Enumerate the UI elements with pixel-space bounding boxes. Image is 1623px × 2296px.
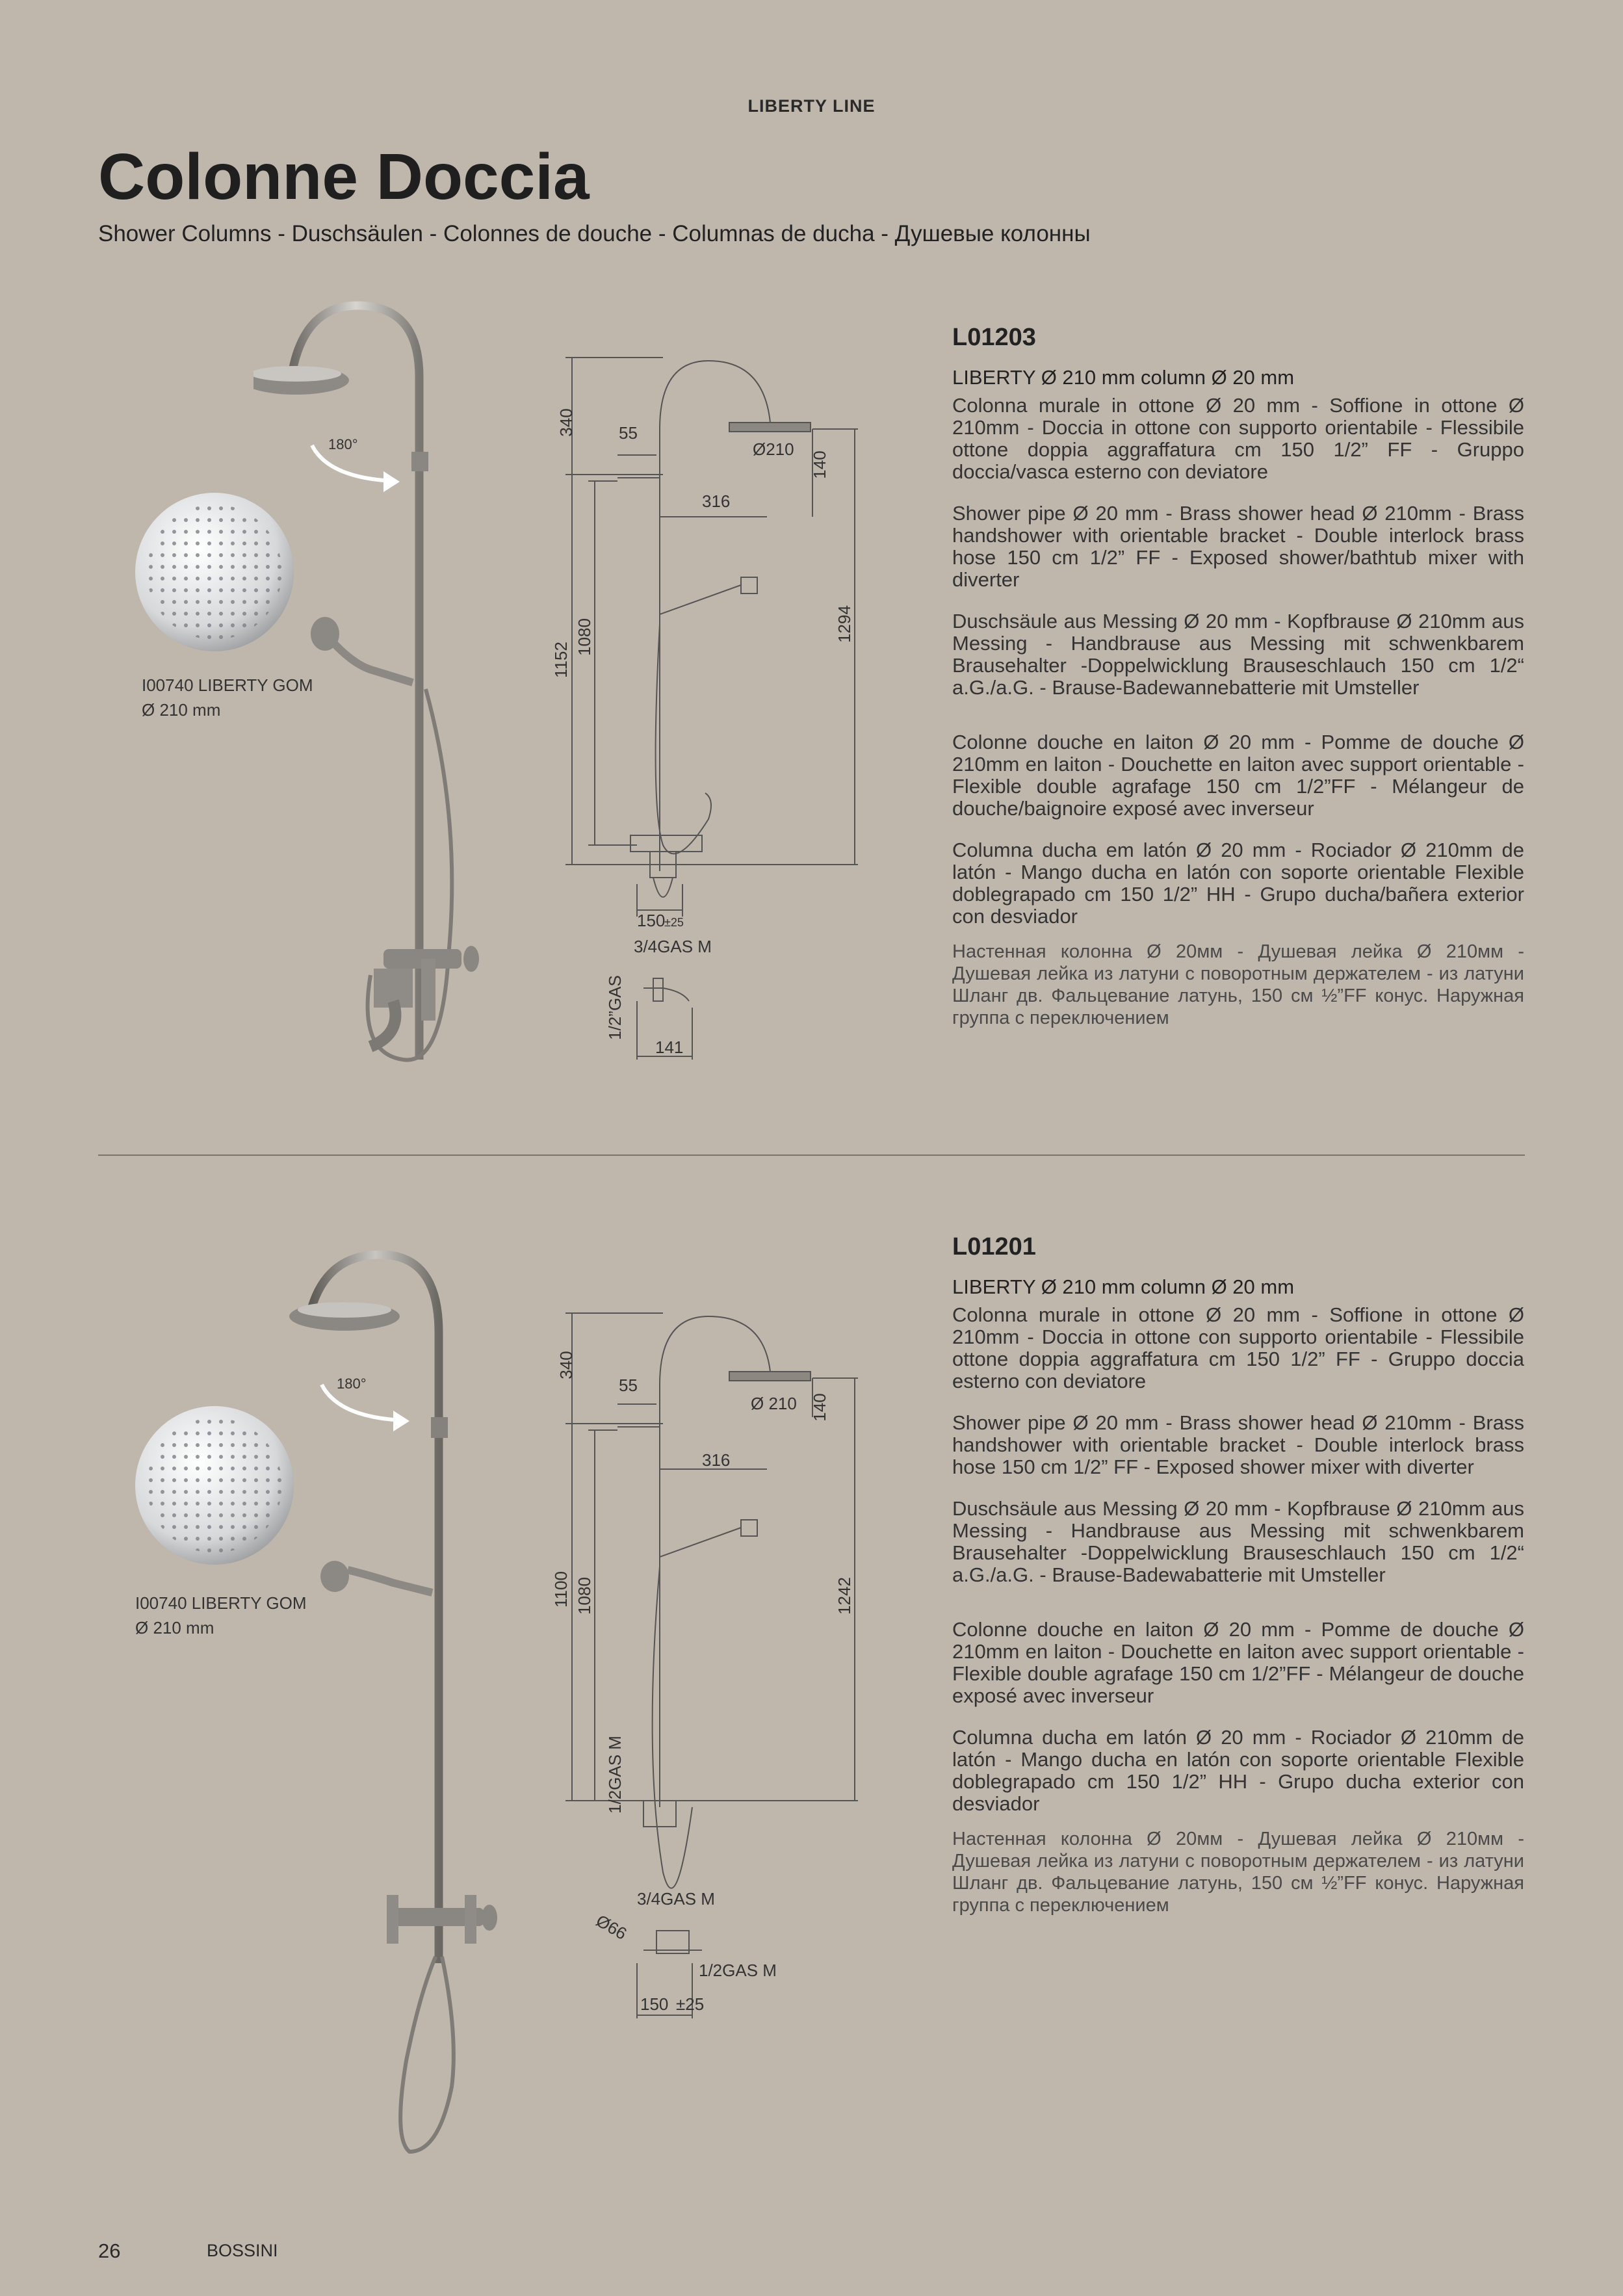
shower-head-face-image (133, 491, 296, 653)
product-description-2 (952, 1233, 1524, 1916)
description-en: Shower pipe Ø 20 mm - Brass shower head Ø 210mm - Brass handshower with orientable bracket - Double interlock brass hose 150 cm 1/2” FF - Exposed shower/bathtub mixer with diverter (952, 502, 1524, 591)
rotation-label: 180° (337, 1376, 367, 1392)
dim-140: 140 (810, 1393, 829, 1422)
dim-140: 140 (810, 450, 829, 479)
dim-1080: 1080 (575, 1577, 594, 1615)
dim-gas-34: 3/4GAS M (634, 937, 712, 956)
description-de: Duschsäule aus Messing Ø 20 mm - Kopfbrause Ø 210mm aus Messing - Handbrause aus Messing mit schwenkbarem Brausehalter -Doppelwicklung Brauseschlauch 150 cm 1/2“ a.G./a.G. - Brause-Badewabatterie mit Umsteller (952, 1497, 1524, 1586)
product-code: L01203 (952, 324, 1036, 351)
description-ru: Настенная колонна Ø 20мм - Душевая лейка Ø 210мм - Душевая лейка из латуни с поворотным держателем - из латуни Шланг дв. Фальцевание латунь, 150 см ½”FF конус. Наружная группа с переключением (952, 1829, 1524, 1916)
brand-name: BOSSINI (207, 2241, 278, 2260)
shower-head-face-image (133, 1404, 296, 1567)
dim-340: 340 (556, 408, 576, 437)
product-description-1 (952, 324, 1524, 1029)
description-it: Colonna murale in ottone Ø 20 mm - Soffione in ottone Ø 210mm - Doccia in ottone con supporto orientabile - Flessibile ottone doppia aggraffatura cm 150 1/2” FF - Gruppo doccia esterno con deviatore (952, 1303, 1524, 1392)
dim-55: 55 (619, 423, 638, 443)
rotation-label: 180° (328, 436, 358, 452)
dim-1152: 1152 (551, 642, 571, 678)
accessory-code: I00740 LIBERTY GOM (142, 675, 313, 695)
page-title: Colonne Doccia (98, 140, 590, 213)
dim-head-diameter: Ø210 (753, 439, 794, 459)
technical-drawing-2 (546, 1300, 897, 2022)
dim-150: 150 (640, 1994, 669, 2014)
product-headline: LIBERTY Ø 210 mm column Ø 20 mm (952, 366, 1295, 389)
dim-66: Ø66 (593, 1911, 630, 1944)
accessory-size: Ø 210 mm (135, 1618, 214, 1637)
dim-316: 316 (702, 491, 731, 511)
dim-316: 316 (702, 1450, 731, 1470)
accessory-code: I00740 LIBERTY GOM (135, 1593, 307, 1613)
dim-gas-34: 3/4GAS M (637, 1889, 715, 1909)
dim-head-diameter: Ø 210 (751, 1394, 797, 1413)
dim-tolerance: ±25 (676, 1994, 705, 2014)
dim-340: 340 (556, 1351, 576, 1379)
description-fr: Colonne douche en laiton Ø 20 mm - Pomme de douche Ø 210mm en laiton - Douchette en laiton avec support orientable - Flexible double agrafage 150 cm 1/2”FF - Mélangeur de douche/baignoire exposé avec inverseur (952, 731, 1524, 820)
description-es: Columna ducha em latón Ø 20 mm - Rociador Ø 210mm de latón - Mango ducha en latón con soporte orientable Flexible doblegrapado cm 150 1/2” HH - Grupo ducha exterior con desviador (952, 1726, 1524, 1815)
description-it: Colonna murale in ottone Ø 20 mm - Soffione in ottone Ø 210mm - Doccia in ottone con supporto orientabile - Flessibile ottone doppia aggraffatura cm 150 1/2” FF - Gruppo doccia/vasca esterno con deviatore (952, 394, 1524, 483)
product-line-label: LIBERTY LINE (747, 96, 876, 116)
accessory-caption-1 (142, 673, 313, 722)
description-en: Shower pipe Ø 20 mm - Brass shower head Ø 210mm - Brass handshower with orientable bracket - Double interlock brass hose 150 cm 1/2” FF - Exposed shower mixer with diverter (952, 1411, 1524, 1478)
dim-1100: 1100 (551, 1571, 571, 1608)
dim-1294: 1294 (835, 605, 854, 643)
accessory-size: Ø 210 mm (142, 700, 221, 720)
page-subtitle: Shower Columns - Duschsäulen - Colonnes de douche - Columnas de ducha - Душевые колонны (98, 221, 1091, 246)
product-code: L01201 (952, 1233, 1036, 1260)
product-headline: LIBERTY Ø 210 mm column Ø 20 mm (952, 1275, 1295, 1298)
dim-gas-12: 1/2GAS M (699, 1961, 777, 1980)
description-es: Columna ducha em latón Ø 20 mm - Rociador Ø 210mm de latón - Mango ducha en latón con soporte orientable Flexible doblegrapado cm 150 1/2” HH - Grupo ducha/bañera exterior con desviador (952, 839, 1524, 928)
description-fr: Colonne douche en laiton Ø 20 mm - Pomme de douche Ø 210mm en laiton - Douchette en laiton avec support orientable - Flexible double agrafage 150 cm 1/2”FF - Mélangeur de douche exposé avec inverseur (952, 1618, 1524, 1707)
accessory-caption-2 (135, 1591, 307, 1640)
dim-1080: 1080 (575, 618, 594, 656)
dim-gas-12-vertical: 1/2GAS M (605, 1736, 625, 1814)
dim-150: 150 (637, 911, 666, 930)
description-ru: Настенная колонна Ø 20мм - Душевая лейка Ø 210мм - Душевая лейка из латуни с поворотным держателем - из латуни Шланг дв. Фальцевание латунь, 150 см ½”FF конус. Наружная группа с переключением (952, 941, 1524, 1028)
dim-141: 141 (655, 1037, 684, 1057)
page-number: 26 (98, 2239, 121, 2262)
description-de: Duschsäule aus Messing Ø 20 mm - Kopfbrause Ø 210mm aus Messing - Handbrause aus Messing mit schwenkbarem Brausehalter -Doppelwicklung Brauseschlauch 150 cm 1/2“ a.G./a.G. - Brause-Badewannebatterie mit Umsteller (952, 610, 1524, 699)
dim-55: 55 (619, 1376, 638, 1395)
section-divider (98, 1155, 1525, 1156)
dim-gas-12: 1/2”GAS (605, 975, 625, 1040)
dim-tolerance: ±25 (664, 916, 684, 929)
technical-drawing-1 (546, 351, 897, 1073)
dim-1242: 1242 (835, 1577, 854, 1615)
